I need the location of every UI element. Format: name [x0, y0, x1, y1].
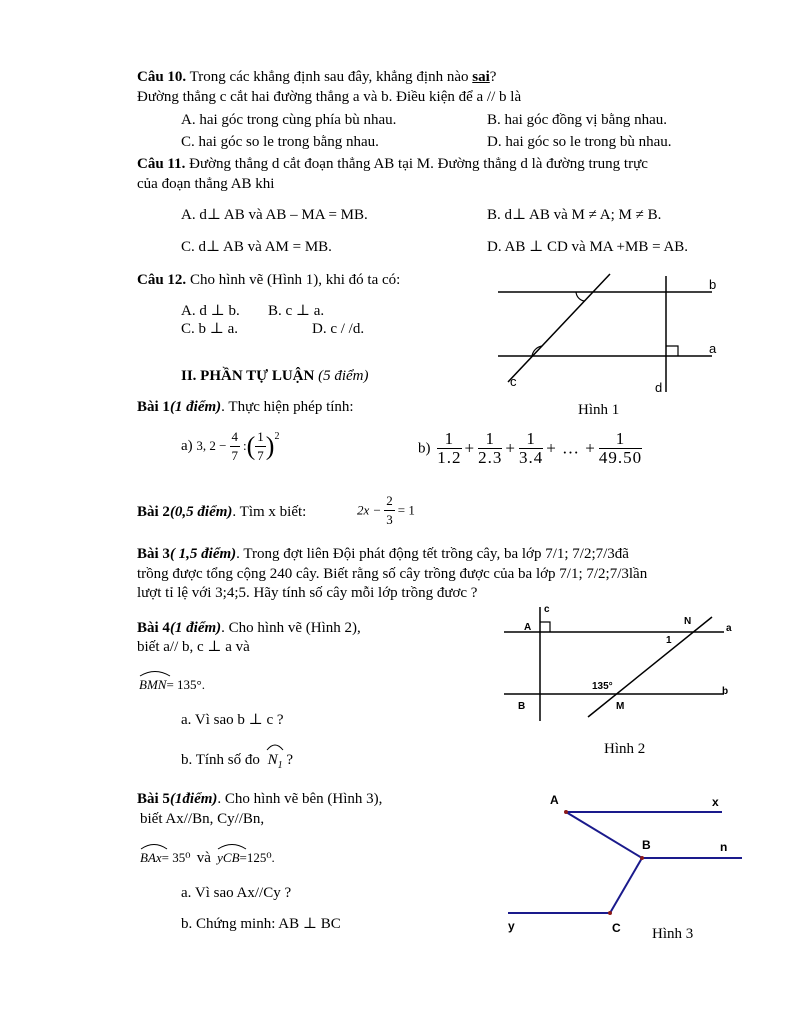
bai5-question-a: a. Vì sao Ax//Cy ? [181, 885, 292, 901]
bai5-title: Bài 5 [137, 791, 170, 807]
q10-emph: sai [472, 69, 490, 85]
bai1-b-num-3: 1 [519, 430, 543, 449]
fig2-label-135: 135° [592, 681, 613, 692]
q11-option-d: D. AB ⊥ CD và MA +MB = AB. [487, 239, 689, 255]
bai1-a-den: 7 [231, 448, 238, 463]
fig1-label-b: b [709, 277, 717, 292]
q11-text: Đường thẳng d cắt đoạn thẳng AB tại M. Đường thẳng d là đường trung trực [185, 156, 648, 172]
bai1-part-a: a) 3, 2 − $\frac{4}{7}$ :( $\frac{1}{7}$ )$^2$ [181, 429, 280, 463]
bai1-a-num: 4 [230, 428, 241, 447]
bai5-points: (1điểm) [169, 791, 218, 807]
section-2-title: II. PHẦN TỰ LUẬN [181, 368, 315, 384]
fig2-label-N: N [684, 616, 692, 627]
fig3-point-b [640, 856, 644, 860]
bai4-title: Bài 4 [137, 620, 170, 636]
fig1-label-a: a [709, 341, 717, 356]
bai4-angle-value: = 135°. [166, 677, 205, 692]
bai4-angle-given [139, 676, 205, 694]
bai5-and: và [196, 850, 211, 866]
fig3-label-y: y [508, 919, 515, 933]
fig2-label-M: M [616, 701, 625, 712]
bai3-points: ( 1,5 điểm) [169, 546, 237, 562]
q11-option-b: B. d⊥ AB và M ≠ A; M ≠ B. [487, 207, 662, 223]
fig1-label-c: c [510, 374, 517, 389]
bai1-a-exponent: 2 [274, 431, 280, 442]
figure-2 [500, 603, 740, 725]
bai5-angle1-value: = 35⁰ [161, 850, 191, 865]
bai5-angle2-value: =125⁰. [239, 850, 275, 865]
bai1-title: Bài 1 [137, 399, 170, 415]
bai1-b-label: b) [418, 440, 431, 457]
bai5-question-b: b. Chứng minh: AB ⊥ BC [181, 916, 341, 932]
q12-title: Câu 12. [137, 272, 187, 288]
bai1-b-num-2: 1 [478, 430, 502, 449]
bai4-qb-angle: N [267, 752, 278, 768]
bai4-qb-sub: 1 [277, 760, 283, 771]
bai4-line2: biết a// b, c ⊥ a và [137, 639, 250, 655]
q12-stem [137, 271, 400, 289]
bai2-den: 3 [386, 512, 393, 527]
q10-text: Trong các khẳng định sau đây, khẳng định nào [186, 69, 473, 85]
bai1-text: . Thực hiện phép tính: [221, 399, 354, 415]
bai4-qb-post: ? [286, 752, 294, 768]
bai1-a-inner-fraction [255, 428, 266, 465]
fig1-right-angle-mark [666, 346, 678, 356]
bai1-b-fraction-2 [478, 430, 502, 467]
q11-title: Câu 11. [137, 156, 186, 172]
bai5-angle-ycb [217, 849, 239, 867]
bai2-tail: = 1 [397, 502, 415, 518]
bai1-a-fraction [230, 428, 241, 465]
q10-option-c: C. hai góc so le trong bằng nhau. [181, 134, 379, 150]
fig3-segment-bc [610, 858, 642, 913]
bai2-title: Bài 2 [137, 504, 170, 520]
bai3-line2: trồng được tổng cộng 240 cây. Biết rằng số cây trồng được của ba lớp 7/1; 7/2;7/3lần [137, 566, 648, 582]
bai1-a-op: : [243, 437, 247, 453]
fig1-line-c [508, 274, 610, 382]
fig1-label-d: d [655, 380, 663, 395]
bai1-points: (1 điểm) [169, 399, 222, 415]
bai4-stem [137, 619, 361, 637]
fig3-label-C: C [612, 921, 621, 935]
q12-option-c: C. b ⊥ a. [181, 321, 239, 337]
q12-text: Cho hình vẽ (Hình 1), khi đó ta có: [186, 272, 401, 288]
q11-option-a: A. d⊥ AB và AB – MA = MB. [181, 207, 368, 223]
bai2-lead: 2x − [357, 502, 382, 518]
fig3-label-n: n [720, 840, 728, 854]
bai2-stem [137, 503, 306, 521]
q10-option-b: B. hai góc đồng vị bằng nhau. [487, 112, 667, 128]
fig3-caption: Hình 3 [652, 926, 694, 942]
fig3-label-A: A [550, 793, 559, 807]
figure-1 [490, 268, 730, 398]
q11-option-c: C. d⊥ AB và AM = MB. [181, 239, 332, 255]
fig3-label-B: B [642, 838, 651, 852]
bai5-angle1-name: BAx [140, 850, 162, 865]
bai4-angle-bmn [139, 676, 166, 694]
bai4-points: (1 điểm) [169, 620, 222, 636]
bai1-b-den-1: 1.2 [437, 448, 462, 467]
bai2-text: . Tìm x biết: [232, 504, 307, 520]
bai1-b-den-2: 2.3 [478, 448, 503, 467]
bai1-b-den-4: 49.50 [598, 448, 643, 467]
bai2-points: (0,5 điểm) [169, 504, 233, 520]
bai3-title: Bài 3 [137, 546, 170, 562]
q11-line2: của đoạn thẳng AB khi [137, 176, 275, 192]
section-2-points: (5 điểm) [314, 368, 369, 384]
fig2-label-c: c [544, 604, 550, 615]
bai1-stem [137, 398, 354, 416]
q11-stem [137, 155, 648, 173]
bai1-b-plus-1: + [464, 438, 476, 458]
bai5-angle2-name: yCB [217, 850, 240, 865]
bai1-b-ellipsis: + … + [546, 438, 596, 458]
bai3-text: . Trong đợt liên Đội phát động tết trồng cây, ba lớp 7/1; 7/2;7/3đã [236, 546, 629, 562]
fig2-label-b: b [722, 686, 729, 697]
bai4-angle-name: BMN [139, 677, 167, 692]
fig3-point-c [608, 911, 612, 915]
bai5-line2: biết Ax//Bn, Cy//Bn, [140, 811, 265, 827]
bai1-b-fraction-4 [599, 430, 642, 467]
q12-option-d: D. c / /d. [312, 321, 365, 337]
bai4-question-b [181, 751, 293, 775]
bai1-a-inner-num: 1 [255, 428, 266, 447]
fig2-label-1: 1 [666, 635, 672, 646]
fig1-angle-mark-top [576, 292, 584, 301]
bai3-line3: lượt tỉ lệ với 3;4;5. Hãy tính số cây mỗi lớp trồng đươc ? [137, 585, 478, 601]
q10-line2: Đường thẳng c cắt hai đường thẳng a và b. Điều kiện để a // b là [137, 89, 522, 105]
q10-stem [137, 68, 496, 86]
q10-option-d: D. hai góc so le trong bù nhau. [487, 134, 672, 150]
bai3-stem [137, 545, 629, 563]
q12-option-b: B. c ⊥ a. [268, 303, 325, 319]
figure-3 [500, 788, 760, 944]
bai4-qb-pre: b. Tính số đo [181, 752, 260, 768]
fig2-label-A: A [524, 622, 532, 633]
bai1-part-b [418, 430, 645, 467]
bai5-stem [137, 790, 382, 808]
fig1-caption: Hình 1 [578, 402, 620, 418]
bai1-b-fraction-3 [519, 430, 543, 467]
bai1-a-lead: 3, 2 − [196, 437, 227, 453]
fig2-right-angle-mark [540, 622, 550, 632]
bai5-angles [140, 849, 275, 867]
q10-option-a: A. hai góc trong cùng phía bù nhau. [181, 112, 397, 128]
bai1-b-num-4: 1 [599, 430, 642, 449]
section-2-heading [181, 367, 369, 385]
bai1-b-plus-2: + [505, 438, 516, 458]
q12-option-a: A. d ⊥ b. [181, 303, 240, 319]
bai5-text: . Cho hình vẽ bên (Hình 3), [217, 791, 383, 807]
bai4-angle-n1 [268, 751, 283, 775]
fig3-label-x: x [712, 795, 719, 809]
q10-title: Câu 10. [137, 69, 187, 85]
fig2-label-a: a [726, 623, 732, 634]
bai1-b-fraction-1 [437, 430, 461, 467]
fig3-segment-ab [566, 812, 642, 858]
bai2-num: 2 [384, 492, 395, 511]
bai4-question-a: a. Vì sao b ⊥ c ? [181, 712, 284, 728]
bai1-a-label: a) [181, 437, 193, 454]
bai1-b-num-1: 1 [437, 430, 461, 449]
q10-text-post: ? [489, 69, 497, 85]
fig2-caption: Hình 2 [604, 741, 646, 757]
bai2-equation [357, 492, 415, 529]
bai5-angle-bax [140, 849, 162, 867]
fig2-label-B: B [518, 701, 526, 712]
bai1-a-inner-den: 7 [257, 448, 264, 463]
bai2-fraction [384, 492, 395, 529]
bai1-b-den-3: 3.4 [518, 448, 544, 467]
bai4-text: . Cho hình vẽ (Hình 2), [221, 620, 361, 636]
fig3-point-a [564, 810, 568, 814]
